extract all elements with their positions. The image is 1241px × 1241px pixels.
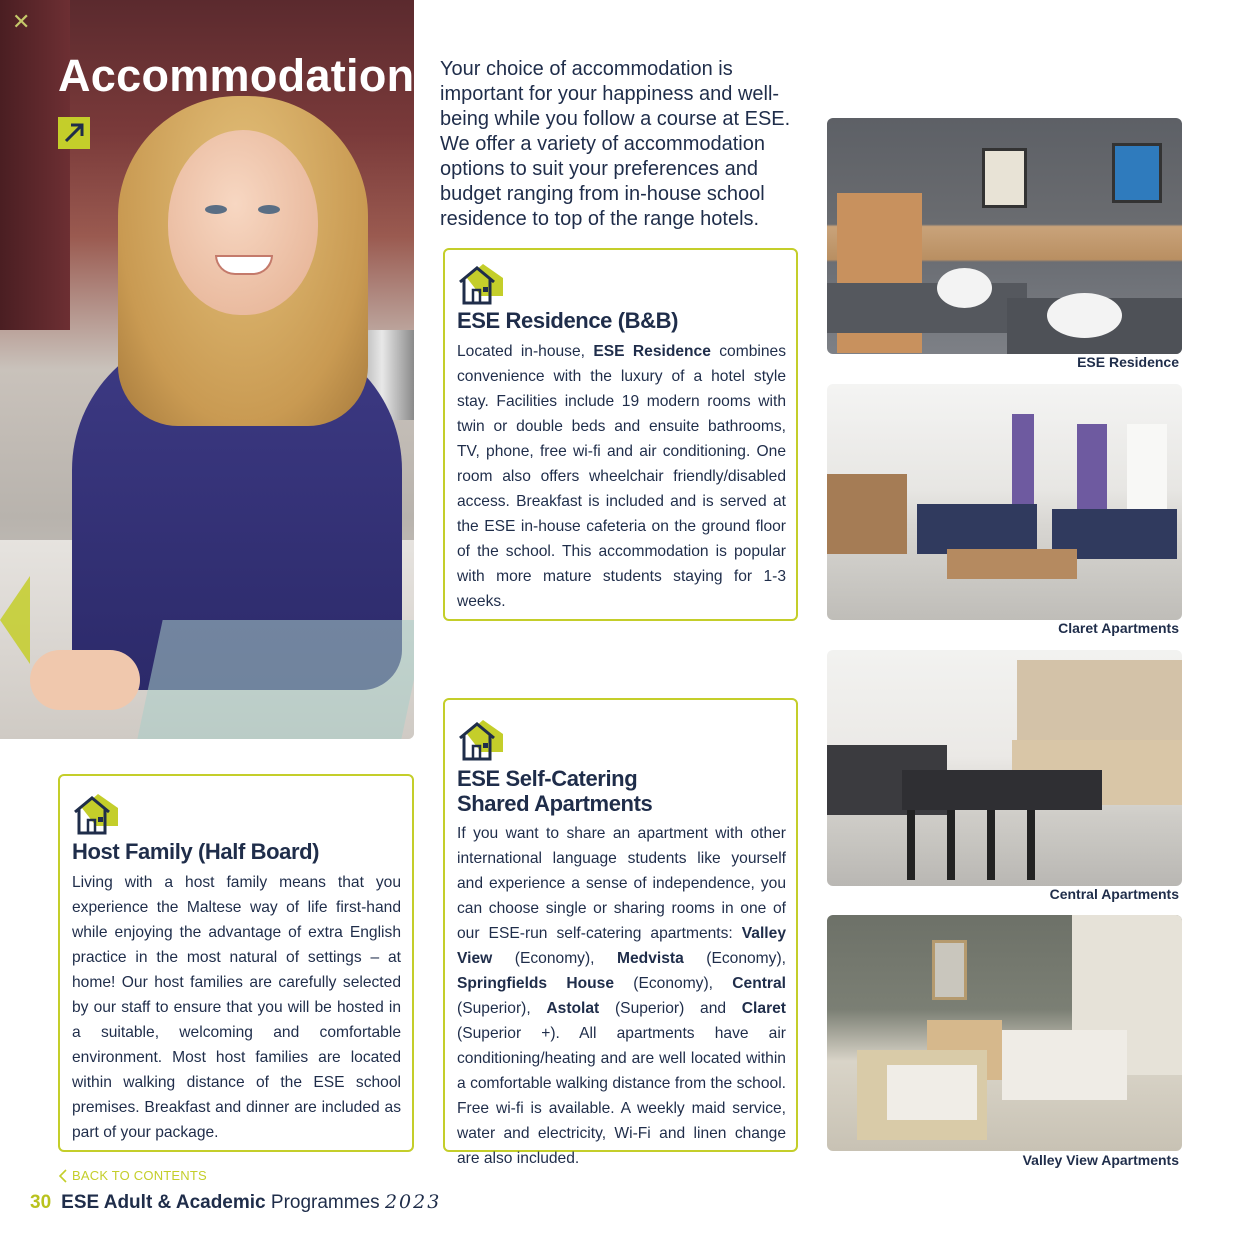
residence-description: Located in-house, ESE Residence combines convenience with the luxury of a hotel style stay. Facilities include 19 modern rooms with twin or double beds and ensuite bathrooms, TV, phone, free wi-fi and air conditioning. One room also offers wheelchair friendly/disabled access. Breakfast is included and is served at the ESE in-house cafeteria on the ground floor of the school. This accommodation is popular with more mature students staying for 1-3 weeks.: [457, 343, 786, 610]
page-footer: [30, 1191, 441, 1214]
page-number: 30: [30, 1192, 52, 1213]
photo-caption: Valley View Apartments: [1022, 1152, 1179, 1168]
hero-photo: [0, 0, 414, 739]
apartments-title: ESE Self-Catering Shared Apartments: [457, 766, 653, 816]
claret-photo: [827, 384, 1182, 620]
previous-page-icon[interactable]: [0, 576, 30, 664]
footer-brand: ESE Adult & Academic: [61, 1192, 266, 1213]
page-title: Accommodation: [58, 50, 415, 101]
residence-box: [443, 248, 798, 621]
host-family-description: Living with a host family means that you experience the Maltese way of life first-hand while enjoying the advantage of extra English practice in the most natural of settings – at home! Our host families are carefully selected by our staff to ensure that you will be hosted in a suitable, welcoming and comfortable environment. Most host families are located within walking distance of the ESE school premises. Breakfast and dinner are included as part of your package.: [72, 874, 401, 1141]
house-icon: [457, 258, 505, 306]
host-family-box: [58, 774, 414, 1152]
valley-view-photo: [827, 915, 1182, 1151]
apartments-box: [443, 698, 798, 1167]
photo-caption: ESE Residence: [1077, 354, 1179, 370]
central-photo: [827, 650, 1182, 886]
footer-programmes: Programmes: [270, 1192, 380, 1213]
host-family-title: Host Family (Half Board): [72, 839, 320, 864]
apartments-description: If you want to share an apartment with other international language students like yourself and experience a sense of independence, you can choose single or sharing rooms in one of our ESE-run self-catering apartments: Valley View (Economy), Medvista (Economy), Springfields House (Economy), Central (Superior), Astolat (Superior) and Claret (Superior +). All apartments have air conditioning/heating and are well located within a comfortable walking distance from the school. Free wi-fi is available. A weekly maid service, water and electricity, Wi-Fi and linen change are also included.: [457, 825, 786, 1167]
footer-year: 2023: [384, 1191, 442, 1213]
photo-caption: Central Apartments: [1049, 886, 1179, 902]
house-icon: [457, 714, 505, 762]
residence-title: ESE Residence (B&B): [457, 308, 679, 333]
photo-caption: Claret Apartments: [1058, 620, 1179, 636]
chevron-left-icon: [58, 1169, 68, 1183]
house-icon: [72, 788, 120, 836]
back-to-contents-link[interactable]: BACK TO CONTENTS: [58, 1168, 207, 1183]
close-icon[interactable]: ✕: [12, 9, 31, 34]
intro-paragraph: Your choice of accommodation is important for your happiness and well-being while you follow a course at ESE. We offer a variety of accommodation options to suit your preferences and budget ranging from in-house school residence to top of the range hotels.: [440, 58, 791, 230]
residence-photo: [827, 118, 1182, 354]
external-link-icon[interactable]: [58, 117, 90, 149]
